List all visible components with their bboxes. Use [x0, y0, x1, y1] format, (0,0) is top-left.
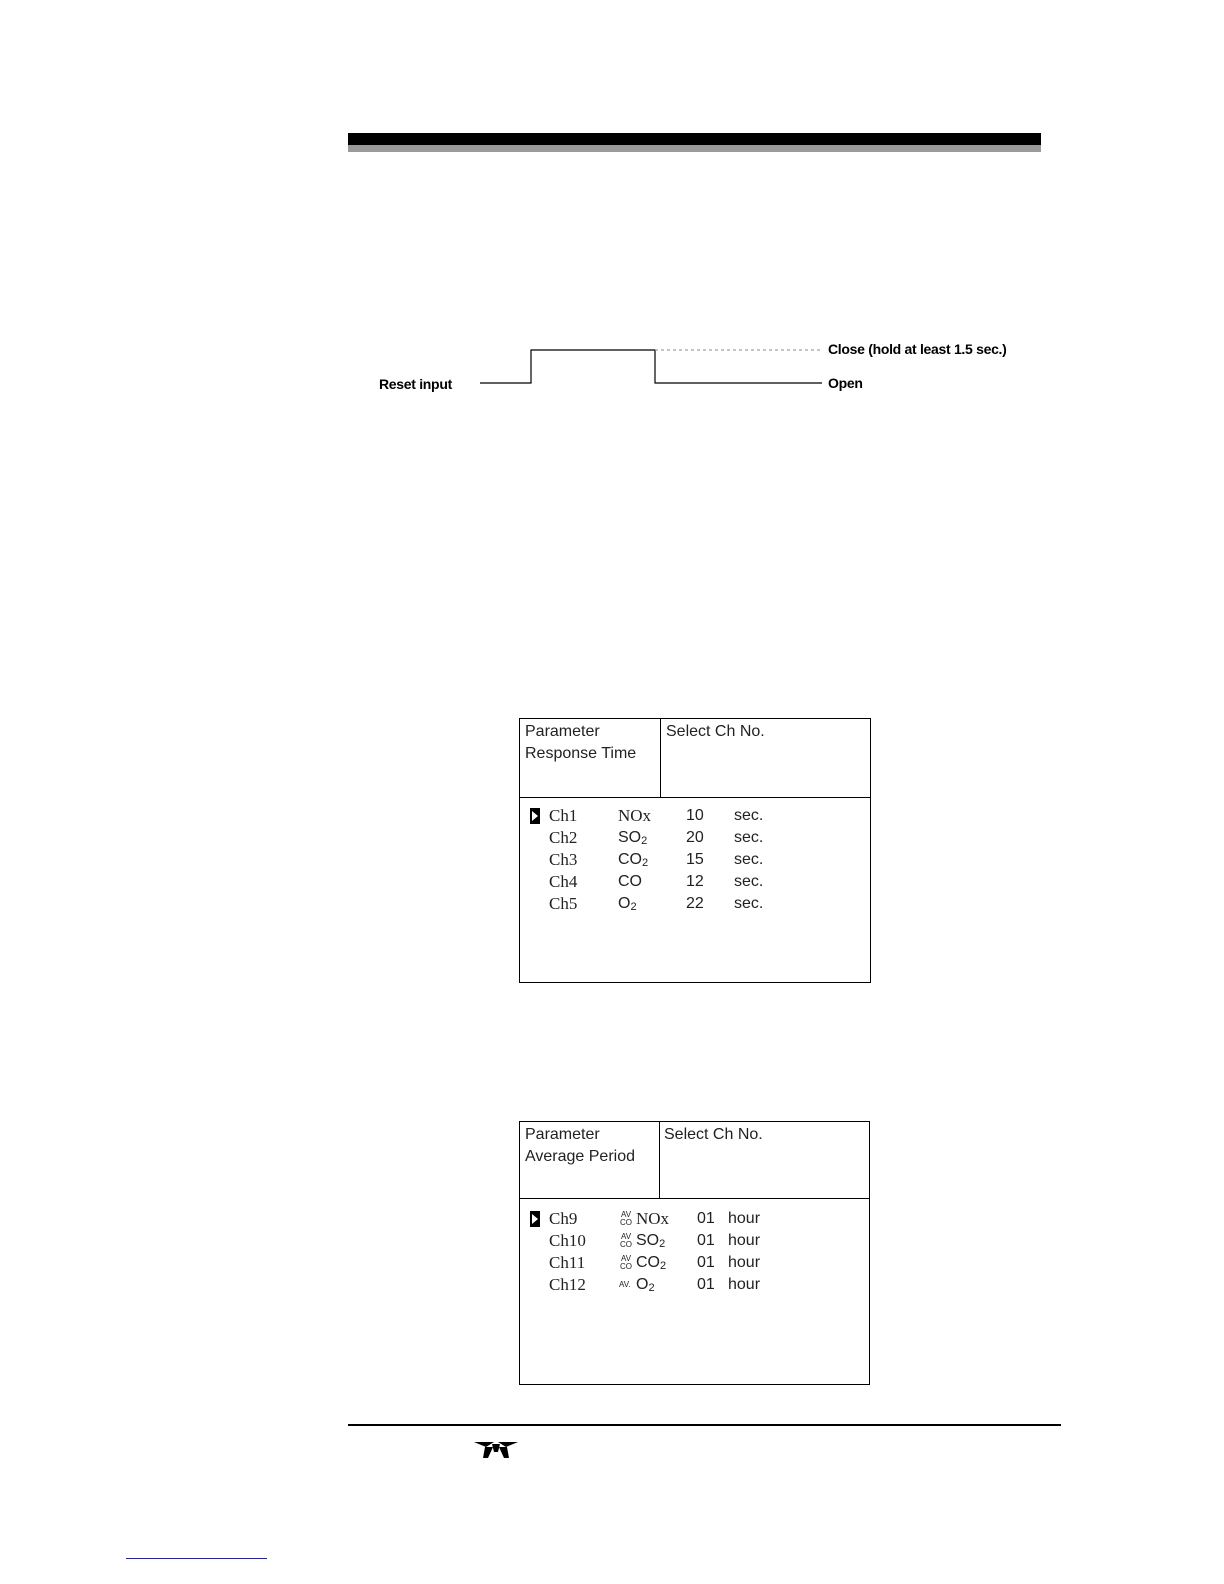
- value: 12: [686, 873, 704, 890]
- value: 01: [697, 1254, 715, 1271]
- unit: sec.: [734, 807, 764, 824]
- average-period-screen: [519, 1121, 870, 1385]
- unit: sec.: [734, 873, 764, 890]
- reset-timing-diagram: [0, 0, 1224, 420]
- gas-label: $CO_2$: [618, 851, 649, 869]
- ch-label: Ch12: [549, 1275, 586, 1294]
- open-label: Open: [828, 375, 863, 391]
- teledyne-logo-icon: [472, 1438, 520, 1460]
- unit: hour: [728, 1232, 761, 1249]
- selection-cursor-icon: [530, 1211, 540, 1227]
- screen-header: [520, 719, 870, 798]
- select-ch-prompt: Select Ch No.: [666, 723, 765, 740]
- screen-title: [520, 719, 661, 797]
- value: 01: [697, 1232, 715, 1249]
- ch-label: Ch10: [549, 1231, 586, 1250]
- response-time-screen: [519, 718, 871, 983]
- value: 22: [686, 895, 704, 912]
- avg-prefix: AV.: [619, 1280, 631, 1289]
- ch-label: Ch3: [549, 850, 578, 869]
- gas-label: $SO_2$: [636, 1232, 666, 1250]
- ch-label: Ch5: [549, 894, 578, 913]
- unit: sec.: [734, 851, 764, 868]
- ch-label: Ch4: [549, 872, 578, 891]
- ch-label: Ch11: [549, 1253, 586, 1272]
- reset-input-label: Reset input: [379, 376, 452, 392]
- gas-label: CO: [618, 873, 642, 890]
- link-underline[interactable]: [126, 1558, 267, 1559]
- selection-cursor-icon: [530, 808, 540, 824]
- gas-label: $CO_2$: [636, 1254, 667, 1272]
- avg-prefix: AV CO: [620, 1231, 632, 1249]
- avg-prefix: AV CO: [620, 1209, 632, 1227]
- ch-label: Ch1: [549, 806, 578, 825]
- select-ch-prompt: Select Ch No.: [664, 1126, 763, 1143]
- footer-rule: [348, 1424, 1061, 1426]
- title-line-2: Average Period: [525, 1148, 635, 1165]
- unit: sec.: [734, 829, 764, 846]
- value: 15: [686, 851, 704, 868]
- gas-label: NOx: [618, 806, 652, 825]
- gas-label: $O_2$: [618, 895, 637, 913]
- gas-label: NOx: [636, 1209, 670, 1228]
- avg-prefix: AV CO: [620, 1253, 632, 1271]
- unit: hour: [728, 1254, 761, 1271]
- unit: sec.: [734, 895, 764, 912]
- title-line-1: Parameter: [525, 723, 600, 740]
- title-line-1: Parameter: [525, 1126, 600, 1143]
- value: 10: [686, 807, 704, 824]
- close-label: Close (hold at least 1.5 sec.): [828, 341, 1007, 357]
- ch-label: Ch2: [549, 828, 578, 847]
- gas-label: $SO_2$: [618, 829, 648, 847]
- reset-signal-line: [480, 350, 822, 383]
- value: 01: [697, 1276, 715, 1293]
- value: 20: [686, 829, 704, 846]
- title-line-2: Response Time: [525, 745, 637, 762]
- ch-label: Ch9: [549, 1209, 578, 1228]
- value: 01: [697, 1210, 715, 1227]
- unit: hour: [728, 1276, 761, 1293]
- gas-label: $O_2$: [636, 1276, 655, 1294]
- screen-title: [520, 1122, 660, 1198]
- unit: hour: [728, 1210, 761, 1227]
- screen-header: [520, 1122, 869, 1199]
